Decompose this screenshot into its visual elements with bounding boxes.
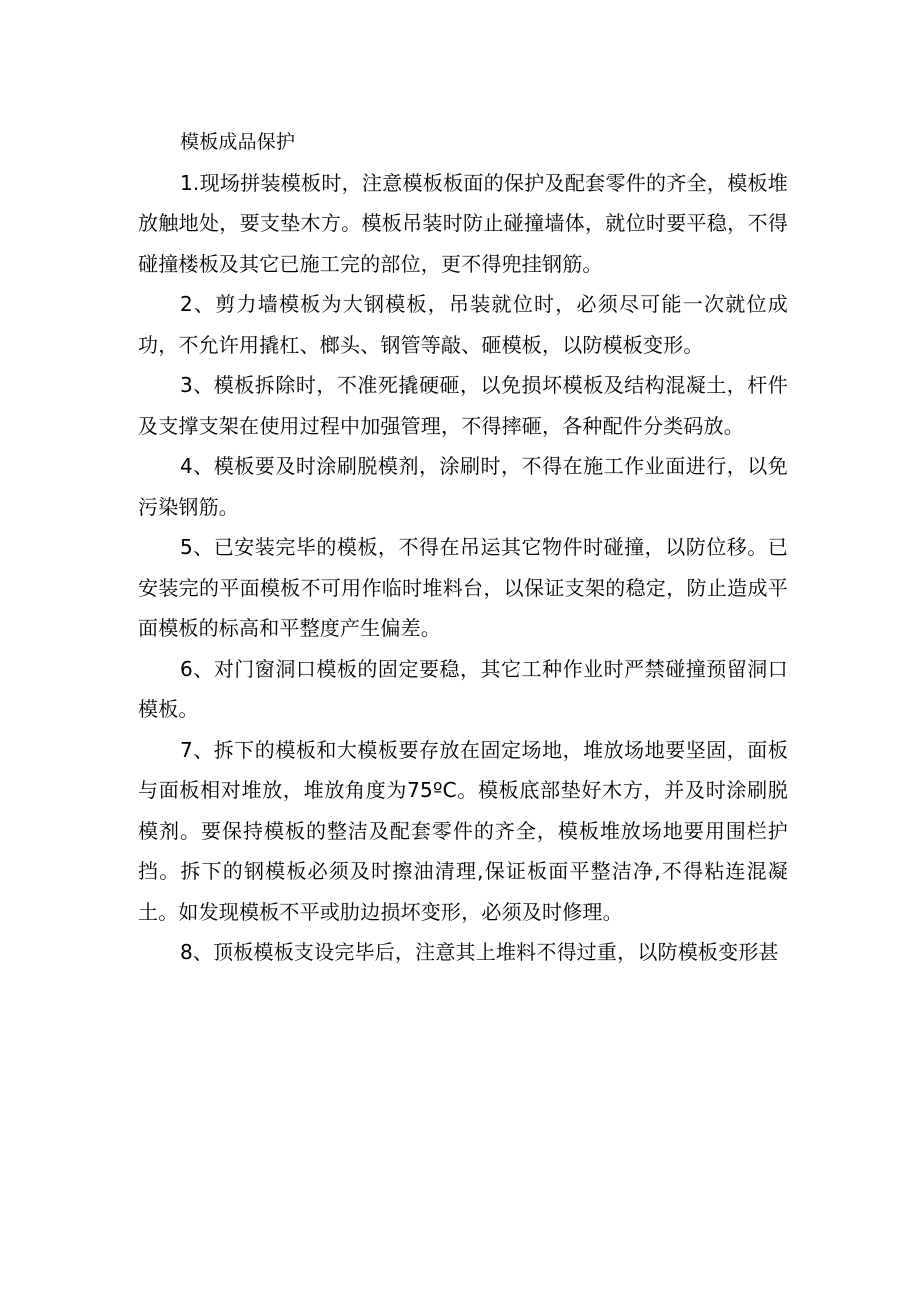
paragraph-2: 2、剪力墙模板为大钢模板，吊装就位时，必须尽可能一次就位成功，不允许用撬杠、榔头、钢管等敲、砸模板，以防模板变形。 <box>138 292 788 357</box>
paragraph-5: 5、已安装完毕的模板，不得在吊运其它物件时碰撞，以防位移。已安装完的平面模板不可用作临时堆料台，以保证支架的稳定，防止造成平面模板的标高和平整度产生偏差。 <box>138 535 788 640</box>
paragraph-1: 1.现场拼装模板时，注意模板板面的保护及配套零件的齐全，模板堆放触地处，要支垫木方。模板吊装时防止碰撞墙体，就位时要平稳，不得碰撞楼板及其它已施工完的部位，更不得兜挂钢筋。 <box>138 170 788 276</box>
document-body <box>138 122 788 973</box>
paragraph-7: 7、拆下的模板和大模板要存放在固定场地，堆放场地要坚固，面板与面板相对堆放，堆放角度为75ºC。模板底部垫好木方，并及时涂刷脱模剂。要保持模板的整洁及配套零件的齐全，模板堆放场地要用围栏护挡。拆下的钢模板必须及时擦油清理,保证板面平整洁净,不得粘连混凝土。如发现模板不平或肋边损坏变形，必须及时修理。 <box>138 737 788 924</box>
paragraph-8: 8、顶板模板支设完毕后，注意其上堆料不得过重，以防模板变形甚 <box>180 940 779 964</box>
paragraph-4: 4、模板要及时涂刷脱模剂，涂刷时，不得在施工作业面进行，以免污染钢筋。 <box>138 454 788 519</box>
document-title: 模板成品保护 <box>180 131 296 153</box>
paragraph-3: 3、模板拆除时，不准死撬硬砸，以免损坏模板及结构混凝土，杆件及支撑支架在使用过程中加强管理，不得摔砸，各种配件分类码放。 <box>138 373 788 438</box>
paragraph-6: 6、对门窗洞口模板的固定要稳，其它工种作业时严禁碰撞预留洞口模板。 <box>138 656 788 721</box>
